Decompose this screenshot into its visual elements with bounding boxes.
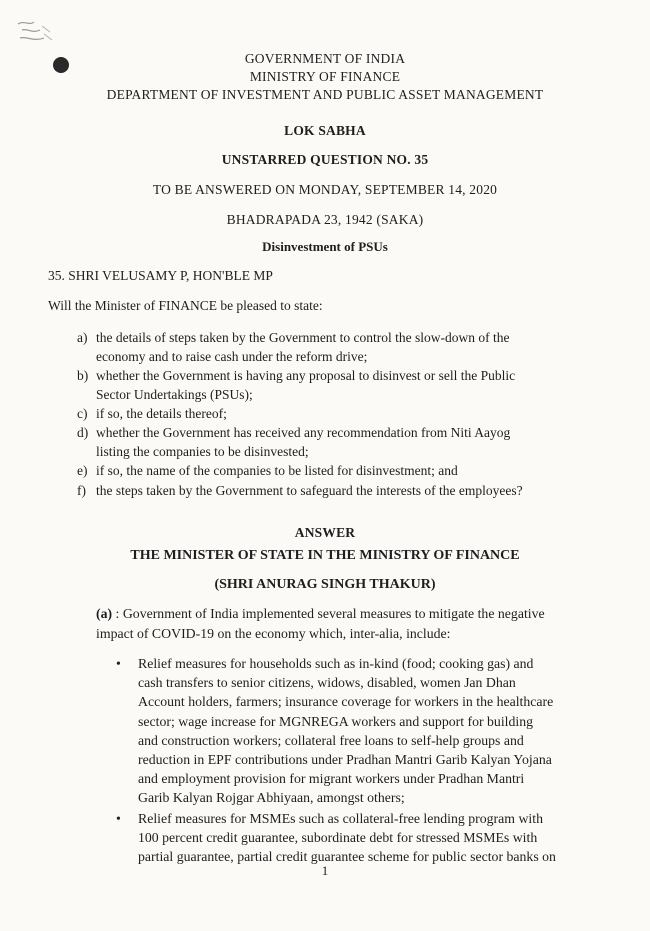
item-label: c): [77, 406, 88, 421]
bullet-line: Relief measures for MSMEs such as collateral-free lending program with: [138, 811, 543, 826]
minister-name: (SHRI ANURAG SINGH THAKUR): [214, 577, 436, 592]
item-label: e): [77, 463, 88, 478]
bullet-line: 100 percent credit guarantee, subordinate debt for stressed MSMEs with: [138, 830, 538, 846]
question-subject: Disinvestment of PSUs: [262, 239, 388, 254]
item-line: whether the Government has received any recommendation from Niti Aayog: [96, 425, 511, 440]
item-line: the details of steps taken by the Government to control the slow-down of the: [96, 330, 510, 345]
item-line: if so, the name of the companies to be listed for disinvestment; and: [96, 463, 458, 478]
question-intro: Will the Minister of FINANCE be pleased to state:: [48, 298, 323, 313]
minister-title: THE MINISTER OF STATE IN THE MINISTRY OF FINANCE: [130, 548, 520, 563]
bullet-line: cash transfers to senior citizens, widows, disabled, women Jan Dhan: [138, 675, 516, 691]
bullet-line: and employment provision for migrant workers under Pradhan Mantri: [138, 771, 525, 787]
bullet-line: partial guarantee, partial credit guarantee scheme for public sector banks on: [138, 849, 556, 865]
item-line: economy and to raise cash under the reform drive;: [96, 349, 368, 364]
part-a-label: (a): [96, 606, 113, 621]
question-item: [77, 366, 586, 404]
header-government: GOVERNMENT OF INDIA: [244, 51, 406, 66]
bullet-line: sector; wage increase for MGNREGA workers and support for building: [138, 713, 534, 729]
question-item: [77, 328, 586, 366]
question-item: [77, 461, 586, 480]
answer-heading: ANSWER: [294, 525, 356, 540]
house-title: LOK SABHA: [284, 123, 366, 138]
item-label: b): [77, 368, 89, 383]
part-a-text: impact of COVID-19 on the economy which, inter-alia, include:: [96, 625, 451, 641]
part-a-text: : Government of India implemented several measures to mitigate the negative: [112, 606, 545, 621]
answer-bullet: [116, 654, 587, 808]
item-label: f): [77, 483, 86, 498]
bullet-line: Account holders, farmers; insurance coverage for workers in the healthcare: [138, 694, 554, 710]
answer-bullet: [116, 809, 587, 867]
item-line: the steps taken by the Government to safeguard the interests of the employees?: [96, 483, 523, 498]
bullet-line: and construction workers; collateral free loans to self-help groups and: [138, 732, 524, 748]
item-label: d): [77, 425, 89, 440]
question-asker: 35. SHRI VELUSAMY P, HON'BLE MP: [48, 268, 273, 283]
question-number: UNSTARRED QUESTION NO. 35: [221, 152, 429, 167]
saka-date: BHADRAPADA 23, 1942 (SAKA): [226, 212, 424, 227]
question-item: [77, 404, 586, 423]
page-number: 1: [321, 863, 329, 878]
bullet-icon: •: [116, 811, 121, 826]
item-label: a): [77, 330, 88, 345]
bullet-line: reduction in EPF contributions under Pradhan Mantri Garib Kalyan Yojana: [138, 752, 552, 768]
bullet-line: Relief measures for households such as in-kind (food; cooking gas) and: [138, 656, 534, 671]
item-line: if so, the details thereof;: [96, 406, 227, 421]
bullet-line: Garib Kalyan Rojgar Abhiyaan, amongst others;: [138, 790, 405, 806]
question-item: [77, 423, 586, 461]
item-line: whether the Government is having any proposal to disinvest or sell the Public: [96, 368, 516, 383]
header-department: DEPARTMENT OF INVESTMENT AND PUBLIC ASSET MANAGEMENT: [106, 87, 544, 102]
bullet-icon: •: [116, 656, 121, 671]
answer-part-a: [96, 604, 581, 643]
question-item: [77, 481, 586, 500]
header-ministry: MINISTRY OF FINANCE: [249, 69, 401, 84]
item-line: listing the companies to be disinvested;: [96, 444, 309, 459]
answer-date: TO BE ANSWERED ON MONDAY, SEPTEMBER 14, 2020: [152, 182, 498, 197]
item-line: Sector Undertakings (PSUs);: [96, 387, 253, 402]
